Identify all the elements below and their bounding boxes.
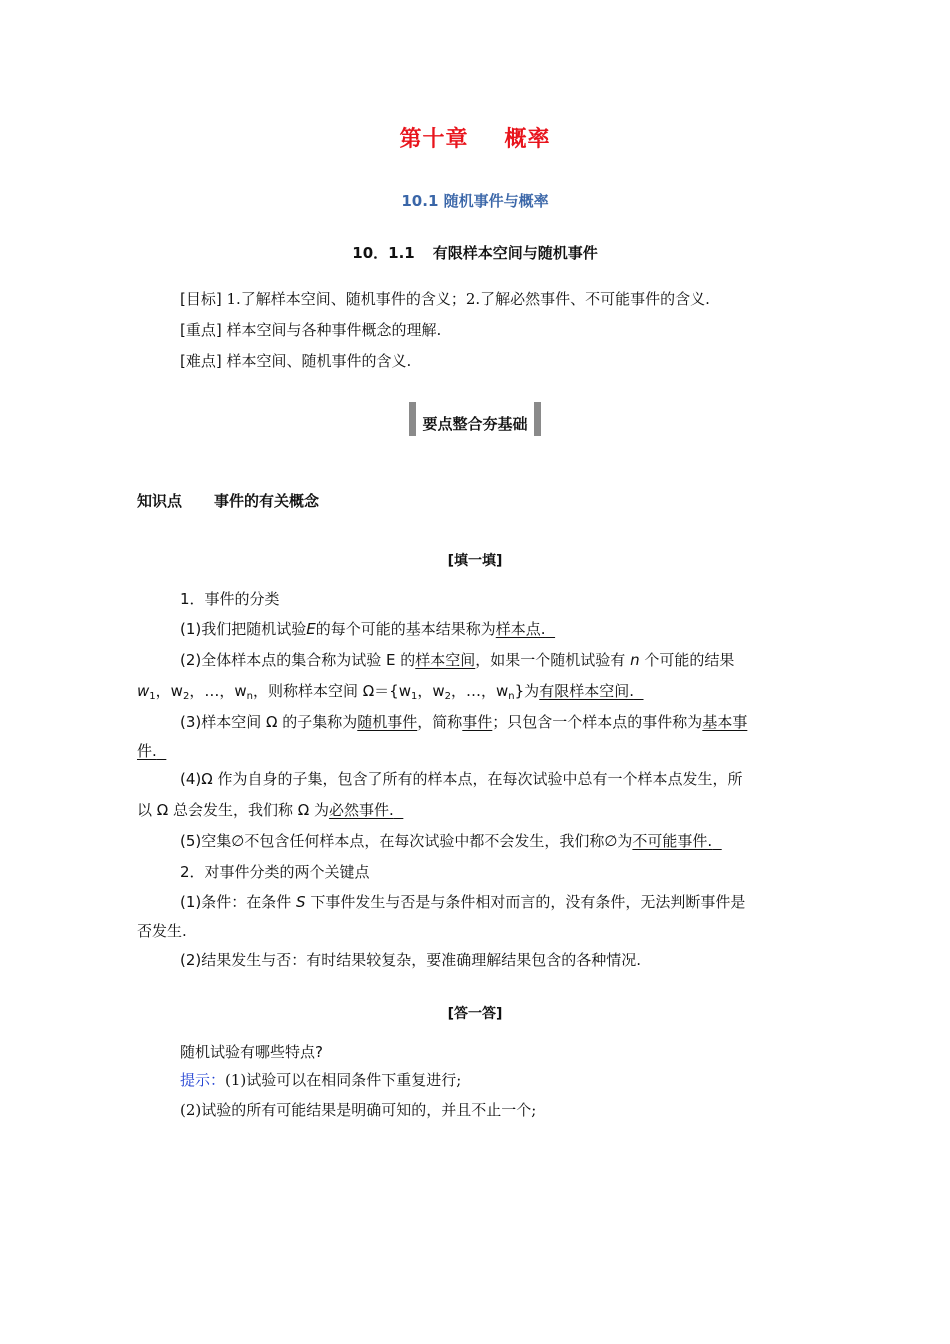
answer-heading: [答一答]: [447, 1006, 503, 1022]
fill-p2: (2)全体样本点的集合称为试验 E 的样本空间，如果一个随机试验有 n 个可能的结果: [180, 651, 735, 669]
fill-p1: (1)我们把随机试验E的每个可能的基本结果称为样本点.: [180, 620, 546, 638]
item2-title: 2．对事件分类的两个关键点: [180, 863, 370, 881]
goal-difficulty: [180, 351, 411, 371]
fill-p3: (3)样本空间 Ω 的子集称为随机事件，简称事件；只包含一个样本点的事件称为基本事: [180, 713, 748, 731]
subsection-name: 有限样本空间与随机事件: [432, 244, 598, 262]
hint-label: 提示：: [180, 1071, 226, 1089]
fill-p4: (4)Ω 作为自身的子集，包含了所有的样本点，在每次试验中总有一个样本点发生，所: [180, 770, 743, 788]
goal-target: [180, 289, 710, 309]
subsection-title: [0, 242, 950, 263]
answer-sample-point: 样本点.: [495, 620, 546, 638]
answer-basic-event: 基本事: [702, 713, 748, 731]
answer-random-event: 随机事件: [357, 713, 418, 731]
fill-q2: (2)结果发生与否：有时结果较复杂，要准确理解结果包含的各种情况.: [180, 951, 642, 969]
answer-certain-event: 必然事件.: [329, 801, 394, 819]
banner-text: 要点整合夯基础: [422, 414, 528, 433]
goal-key-text: 样本空间与各种事件概念的理解.: [226, 321, 442, 339]
goal-key-label: [重点]: [180, 321, 222, 339]
knowledge-point-heading: [137, 490, 319, 511]
chapter-name: 概率: [504, 127, 551, 152]
subsection-number: 10．1.1: [352, 244, 415, 262]
answer-event: 事件: [462, 713, 493, 731]
fill-heading: [填一填]: [447, 553, 503, 569]
fill-q1-line2: 否发生.: [137, 922, 187, 940]
section-title: 10.1 随机事件与概率: [401, 192, 549, 210]
fill-p4-line2: 以 Ω 总会发生，我们称 Ω 为必然事件.: [137, 801, 394, 819]
goal-target-text: 1.了解样本空间、随机事件的含义；2.了解必然事件、不可能事件的含义.: [226, 290, 710, 308]
goal-difficulty-label: [难点]: [180, 352, 222, 370]
fill-p3-line2: 件.: [137, 742, 157, 760]
chapter-number: 第十章: [399, 127, 469, 152]
banner-right-bar: [534, 402, 541, 436]
item1-title: 1．事件的分类: [180, 590, 280, 608]
fill-p2-line2: $w_1$，$w_2$，…，$w_n$，则称样本空间 $\Omega=\{w_1$，$w_2$，…，$w_n$}为有限样本空间.: [137, 682, 634, 702]
goal-target-label: [目标]: [180, 290, 222, 308]
goal-key: [180, 320, 441, 340]
answer-sample-space: 样本空间: [415, 651, 476, 669]
knowledge-point-title: 事件的有关概念: [214, 492, 320, 510]
answer-question: 随机试验有哪些特点?: [180, 1043, 323, 1061]
answer-finite-sample-space: 有限样本空间.: [539, 682, 634, 700]
fill-p5: (5)空集∅不包含任何样本点，在每次试验中都不会发生，我们称∅为不可能事件.: [180, 832, 713, 850]
fill-q1: (1)条件：在条件 S 下事件发生与否是与条件相对而言的，没有条件，无法判断事件是: [180, 893, 746, 911]
answer-hint-1: 提示：(1)试验可以在相同条件下重复进行;: [180, 1071, 462, 1089]
knowledge-point-label: 知识点: [137, 492, 183, 510]
banner-left-bar: [409, 402, 416, 436]
chapter-title: [0, 122, 950, 153]
answer-hint-2: (2)试验的所有可能结果是明确可知的，并且不止一个;: [180, 1101, 537, 1119]
goal-difficulty-text: 样本空间、随机事件的含义.: [226, 352, 412, 370]
section-banner: [0, 402, 950, 436]
answer-impossible-event: 不可能事件.: [632, 832, 713, 850]
